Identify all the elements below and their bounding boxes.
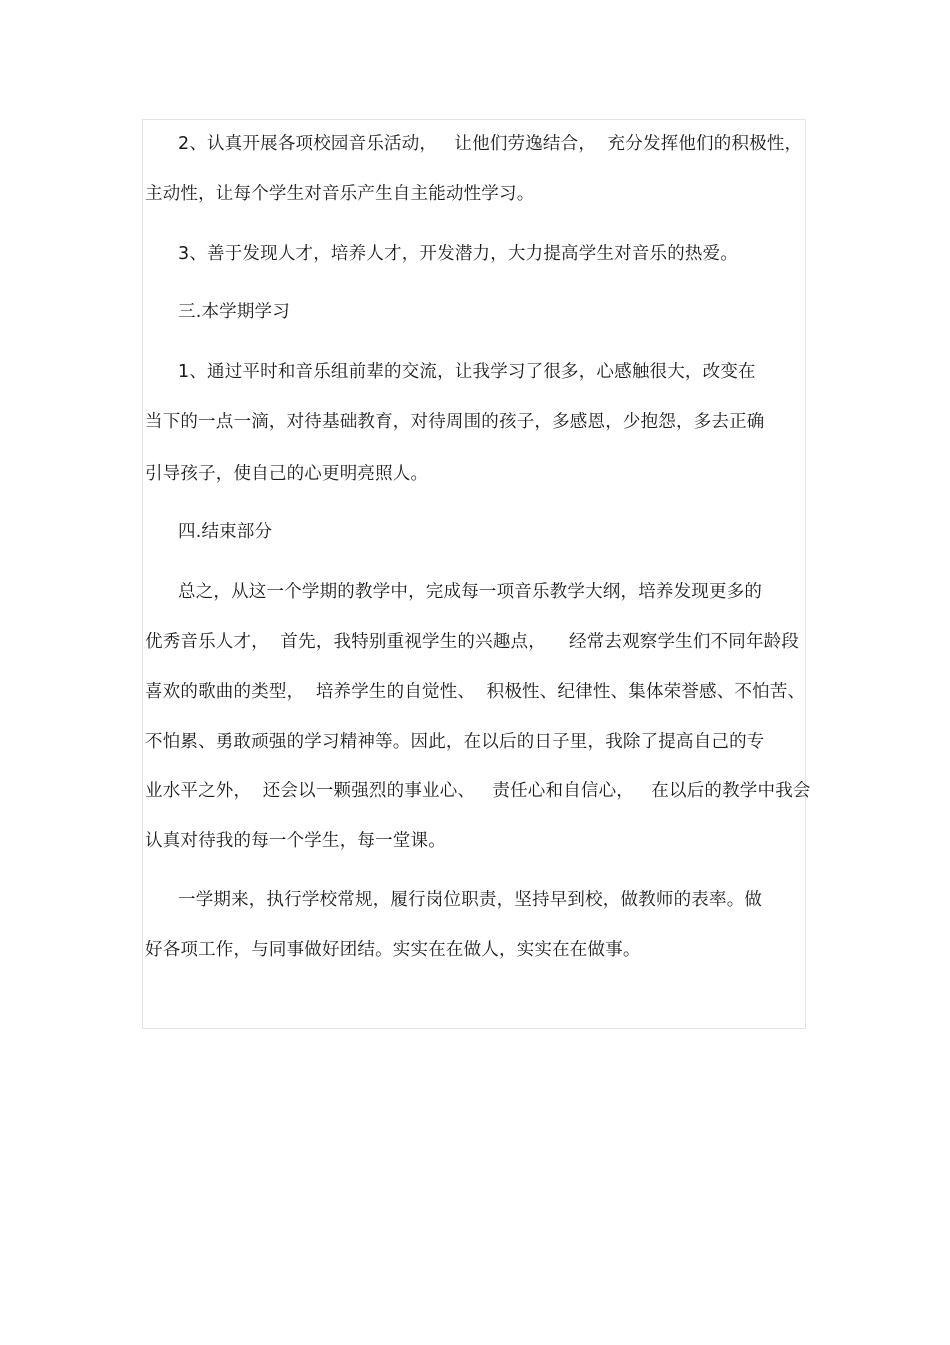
conclusion-paragraph-line-4: 不怕累、勇敢顽强的学习精神等。因此，在以后的日子里，我除了提高自己的专 — [145, 732, 765, 752]
final-paragraph-line-1: 一学期来，执行学校常规，履行岗位职责，坚持早到校，做教师的表率。做 — [178, 890, 763, 910]
study-paragraph-line-1: 1、通过平时和音乐组前辈的交流，让我学习了很多，心感触很大，改变在 — [178, 362, 756, 382]
conclusion-paragraph-line-1: 总之，从这一个学期的教学中，完成每一项音乐教学大纲，培养发现更多的 — [178, 582, 763, 602]
conclusion-paragraph-line-6: 认真对待我的每一个学生，每一堂课。 — [145, 831, 446, 851]
paragraph-2-line-2: 主动性，让每个学生对音乐产生自主能动性学习。 — [145, 184, 535, 204]
conclusion-paragraph-line-5: 业水平之外， 还会以一颗强烈的事业心、 责任心和自信心， 在以后的教学中我会 — [145, 781, 811, 801]
section-heading-conclusion: 四.结束部分 — [178, 522, 273, 542]
conclusion-paragraph-line-3: 喜欢的歌曲的类型， 培养学生的自觉性、 积极性、纪律性、集体荣誉感、不怕苦、 — [145, 682, 806, 702]
paragraph-3-line-1: 3、善于发现人才，培养人才，开发潜力，大力提高学生对音乐的热爱。 — [178, 244, 739, 264]
study-paragraph-line-2: 当下的一点一滴，对待基础教育，对待周围的孩子，多感恩，少抱怨，多去正确 — [145, 412, 765, 432]
final-paragraph-line-2: 好各项工作，与同事做好团结。实实在在做人，实实在在做事。 — [145, 940, 641, 960]
section-heading-study: 三.本学期学习 — [178, 302, 290, 322]
study-paragraph-line-3: 引导孩子，使自己的心更明亮照人。 — [145, 464, 429, 484]
conclusion-paragraph-line-2: 优秀音乐人才， 首先，我特别重视学生的兴趣点， 经常去观察学生们不同年龄段 — [145, 632, 800, 652]
paragraph-2-line-1: 2、认真开展各项校园音乐活动， 让他们劳逸结合， 充分发挥他们的积极性， — [178, 134, 803, 154]
